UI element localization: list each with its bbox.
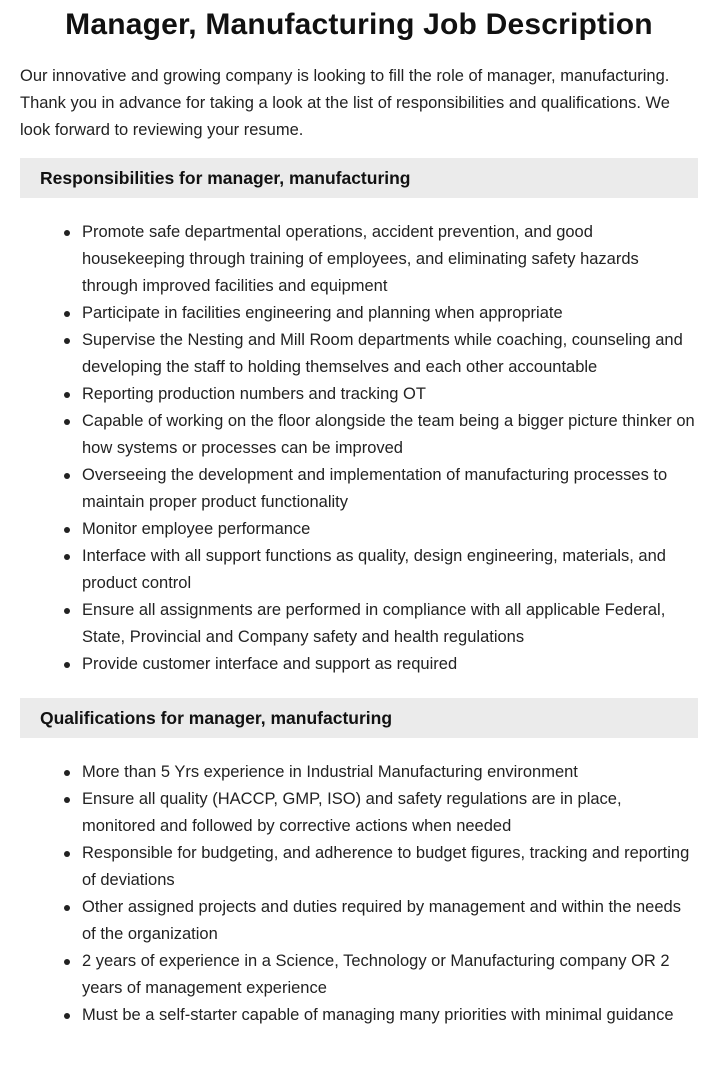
qualifications-list [20,759,698,1029]
list-item: Interface with all support functions as quality, design engineering, materials, and product control [64,543,698,597]
list-item: Monitor employee performance [64,516,698,543]
list-item: Must be a self-starter capable of managing many priorities with minimal guidance [64,1002,698,1029]
qualifications-section [20,698,698,1029]
responsibilities-list [20,219,698,678]
list-item: More than 5 Yrs experience in Industrial Manufacturing environment [64,759,698,786]
list-item: Responsible for budgeting, and adherence to budget figures, tracking and reporting of deviations [64,840,698,894]
list-item: 2 years of experience in a Science, Technology or Manufacturing company OR 2 years of management experience [64,948,698,1002]
responsibilities-section [20,158,698,678]
list-item: Overseeing the development and implementation of manufacturing processes to maintain proper product functionality [64,462,698,516]
list-item: Promote safe departmental operations, accident prevention, and good housekeeping through training of employees, and eliminating safety hazards through improved facilities and equipment [64,219,698,300]
list-item: Other assigned projects and duties required by management and within the needs of the organization [64,894,698,948]
intro-paragraph: Our innovative and growing company is looking to fill the role of manager, manufacturing. Thank you in advance for taking a look at the list of responsibilities and qualifications. We look forward to reviewing your resume. [20,67,670,139]
responsibilities-section-header: Responsibilities for manager, manufacturing [20,158,698,198]
list-item: Ensure all quality (HACCP, GMP, ISO) and safety regulations are in place, monitored and followed by corrective actions when needed [64,786,698,840]
page-title: Manager, Manufacturing Job Description [65,8,653,41]
list-item: Ensure all assignments are performed in compliance with all applicable Federal, State, Provincial and Company safety and health regulations [64,597,698,651]
qualifications-section-header: Qualifications for manager, manufacturing [20,698,698,738]
list-item: Provide customer interface and support as required [64,651,698,678]
list-item: Participate in facilities engineering and planning when appropriate [64,300,698,327]
list-item: Reporting production numbers and tracking OT [64,381,698,408]
list-item: Supervise the Nesting and Mill Room departments while coaching, counseling and developing the staff to holding themselves and each other accountable [64,327,698,381]
list-item: Capable of working on the floor alongside the team being a bigger picture thinker on how systems or processes can be improved [64,408,698,462]
